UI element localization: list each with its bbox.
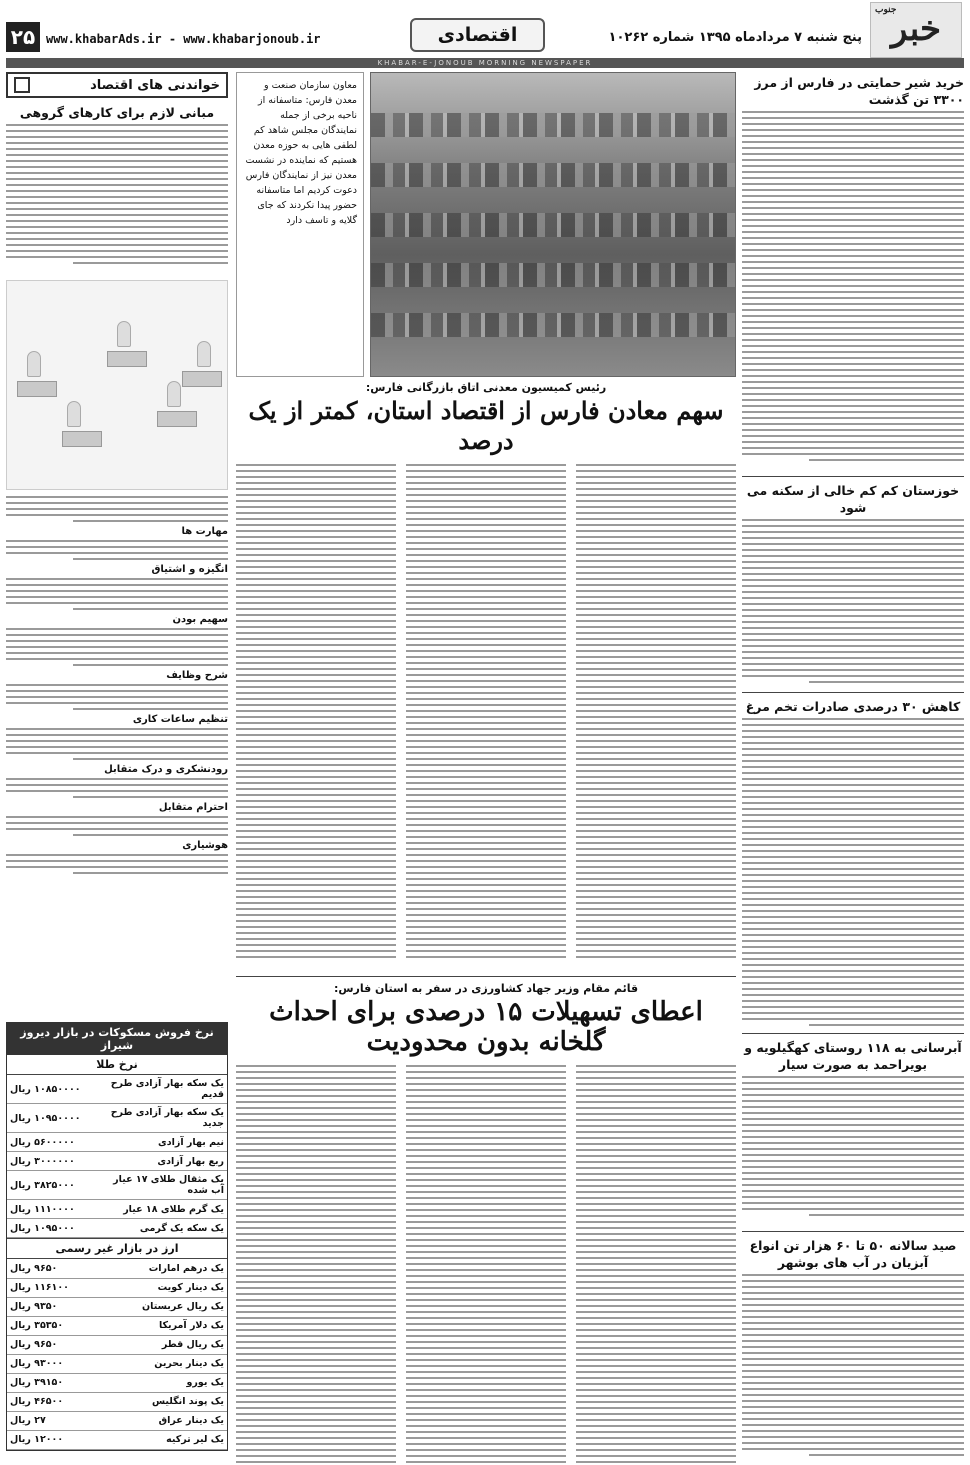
article-body-teamwork bbox=[6, 496, 228, 1016]
fx-name: یک دینار عراق bbox=[99, 1411, 227, 1430]
subhead: سهیم بودن bbox=[172, 614, 228, 625]
masthead bbox=[0, 0, 970, 62]
divider bbox=[742, 1033, 964, 1034]
gold-name: یک مثقال طلای ۱۷ عیار آب شده bbox=[99, 1171, 227, 1200]
article-body-water bbox=[742, 1076, 964, 1226]
middle-section bbox=[236, 72, 736, 1465]
prices-title: نرخ فروش مسکوکات در بازار دیروز شیراز bbox=[7, 1023, 227, 1055]
photo-caption bbox=[236, 72, 364, 377]
subhead: شرح وظایف bbox=[166, 670, 228, 681]
fx-name: یک یورو bbox=[99, 1373, 227, 1392]
fx-row bbox=[7, 1278, 227, 1297]
fx-row bbox=[7, 1373, 227, 1392]
fx-name: یک دینار کویت bbox=[99, 1278, 227, 1297]
corner-icon bbox=[14, 77, 30, 93]
logo-text: خبر bbox=[890, 9, 942, 49]
article-intro-teamwork bbox=[6, 124, 228, 274]
fx-value: ۱۱۶۱۰۰ ریال bbox=[7, 1278, 99, 1297]
fx-value: ۱۲۰۰۰ ریال bbox=[7, 1430, 99, 1449]
gold-table bbox=[7, 1075, 227, 1238]
subhead: هوشیاری bbox=[182, 840, 228, 851]
fx-name: یک ریال قطر bbox=[99, 1335, 227, 1354]
gold-name: ربع بهار آزادی bbox=[99, 1152, 227, 1171]
gold-value: ۳۰۰۰۰۰۰ ریال bbox=[7, 1152, 99, 1171]
gold-name: یک سکه بهار آزادی طرح قدیم bbox=[99, 1075, 227, 1104]
headline-greenhouse: اعطای تسهیلات ۱۵ درصدی برای احداث گلخانه بدون محدودیت bbox=[269, 997, 703, 1057]
left-column bbox=[6, 72, 228, 1445]
article-body-fishing bbox=[742, 1274, 964, 1464]
divider bbox=[742, 1231, 964, 1232]
gold-value: ۱۰۹۵۰۰۰۰ ریال bbox=[7, 1104, 99, 1133]
fx-row bbox=[7, 1354, 227, 1373]
readables-title: خواندنی های اقتصاد bbox=[90, 77, 220, 93]
divider bbox=[742, 692, 964, 693]
fx-table bbox=[7, 1259, 227, 1450]
divider bbox=[742, 476, 964, 477]
fx-title: ارز در بازار غیر رسمی bbox=[7, 1238, 227, 1259]
article-body-greenhouse bbox=[236, 1065, 736, 1465]
fx-name: یک دلار آمریکا bbox=[99, 1316, 227, 1335]
article-title-khuzestan: خوزستان کم کم خالی از سکنه می شود bbox=[746, 483, 960, 515]
fx-value: ۲۷ ریال bbox=[7, 1411, 99, 1430]
gold-row bbox=[7, 1219, 227, 1238]
gold-name: نیم بهار آزادی bbox=[99, 1133, 227, 1152]
divider bbox=[236, 976, 736, 977]
gold-row bbox=[7, 1152, 227, 1171]
gold-title: نرخ طلا bbox=[7, 1055, 227, 1075]
gold-value: ۱۰۹۵۰۰۰ ریال bbox=[7, 1219, 99, 1238]
fx-value: ۹۳۰۰۰ ریال bbox=[7, 1354, 99, 1373]
article-title-milk: خرید شیر حمایتی در فارس از مرز ۳۳۰۰ تن گذشت bbox=[754, 75, 964, 107]
gold-name: یک سکه بهار آزادی طرح جدید bbox=[99, 1104, 227, 1133]
fx-value: ۳۵۳۵۰ ریال bbox=[7, 1316, 99, 1335]
article-body-eggs bbox=[742, 718, 964, 1028]
article-body-milk bbox=[742, 111, 964, 471]
fx-name: یک لیر ترکیه bbox=[99, 1430, 227, 1449]
logo-subtext: جنوب bbox=[875, 5, 897, 15]
fx-name: یک پوند انگلیس bbox=[99, 1392, 227, 1411]
fx-row bbox=[7, 1316, 227, 1335]
right-column bbox=[742, 72, 964, 1428]
article-kicker-mines: رئیس کمیسیون معدنی اتاق بازرگانی فارس: bbox=[365, 381, 607, 394]
article-kicker-greenhouse: قائم مقام وزیر جهاد کشاورزی در سفر به استان فارس: bbox=[333, 982, 639, 995]
photo-caption-text: معاون سازمان صنعت و معدن فارس: متاسفانه از ناحیه برخی از جمله نمایندگان مجلس شاهد کم لطفی هایی به حوزه معدن هستیم که نماینده در نشست معدن نیز از نمایندگان فارس دعوت کردیم اما متاسفانه حضور پیدا نکردند که جای گلایه و تاسف دارد bbox=[245, 80, 357, 226]
article-title-eggs: کاهش ۳۰ درصدی صادرات تخم مرغ bbox=[745, 699, 961, 714]
fx-name: یک درهم امارات bbox=[99, 1259, 227, 1278]
gold-value: ۱۱۱۰۰۰۰ ریال bbox=[7, 1200, 99, 1219]
fx-value: ۹۳۵۰ ریال bbox=[7, 1297, 99, 1316]
readables-header bbox=[6, 72, 228, 98]
newspaper-logo bbox=[870, 2, 962, 58]
article-title-water: آبرسانی به ۱۱۸ روستای کهگیلویه و بویراحمد به صورت سیار bbox=[744, 1040, 962, 1072]
teamwork-illustration bbox=[6, 280, 228, 490]
fx-name: یک ریال عربستان bbox=[99, 1297, 227, 1316]
section-title: اقتصادی bbox=[410, 18, 545, 52]
gold-row bbox=[7, 1075, 227, 1104]
article-title-fishing: صید سالانه ۵۰ تا ۶۰ هزار تن انواع آبزیان در آب های بوشهر bbox=[749, 1238, 957, 1270]
gold-row bbox=[7, 1200, 227, 1219]
site-url[interactable]: www.khabarAds.ir - www.khabarjonoub.ir bbox=[46, 32, 321, 46]
subhead: احترام متقابل bbox=[158, 802, 228, 813]
meeting-photo bbox=[370, 72, 736, 377]
article-title-teamwork: مبانی لازم برای کارهای گروهی bbox=[19, 105, 215, 120]
gold-row bbox=[7, 1171, 227, 1200]
fx-row bbox=[7, 1259, 227, 1278]
gold-name: یک سکه یک گرمی bbox=[99, 1219, 227, 1238]
gold-row bbox=[7, 1133, 227, 1152]
gold-name: یک گرم طلای ۱۸ عیار bbox=[99, 1200, 227, 1219]
fx-value: ۳۹۱۵۰ ریال bbox=[7, 1373, 99, 1392]
gold-row bbox=[7, 1104, 227, 1133]
article-body-mines bbox=[236, 464, 736, 964]
price-box bbox=[6, 1022, 228, 1451]
subhead: رودنشکری و درک متقابل bbox=[104, 764, 228, 775]
fx-name: یک دینار بحرین bbox=[99, 1354, 227, 1373]
fx-value: ۴۶۵۰۰ ریال bbox=[7, 1392, 99, 1411]
fx-value: ۹۶۵۰ ریال bbox=[7, 1259, 99, 1278]
gold-value: ۳۸۲۵۰۰۰ ریال bbox=[7, 1171, 99, 1200]
gold-value: ۱۰۸۵۰۰۰۰ ریال bbox=[7, 1075, 99, 1104]
masthead-strip: KHABAR-E-JONOUB MORNING NEWSPAPER bbox=[6, 58, 964, 68]
fx-row bbox=[7, 1411, 227, 1430]
article-body-khuzestan bbox=[742, 519, 964, 687]
fx-row bbox=[7, 1297, 227, 1316]
fx-row bbox=[7, 1430, 227, 1449]
issue-date: پنج شنبه ۷ مردادماه ۱۳۹۵ شماره ۱۰۲۶۲ bbox=[608, 30, 862, 45]
subhead: تنظیم ساعات کاری bbox=[132, 714, 228, 725]
fx-row bbox=[7, 1335, 227, 1354]
subhead: مهارت ها bbox=[181, 526, 228, 537]
fx-value: ۹۶۵۰ ریال bbox=[7, 1335, 99, 1354]
fx-row bbox=[7, 1392, 227, 1411]
page-number: ۲۵ bbox=[6, 22, 40, 52]
headline-mines: سهم معادن فارس از اقتصاد استان، کمتر از یک درصد bbox=[248, 396, 724, 455]
subhead: انگیزه و اشتیاق bbox=[151, 564, 228, 575]
gold-value: ۵۶۰۰۰۰۰ ریال bbox=[7, 1133, 99, 1152]
